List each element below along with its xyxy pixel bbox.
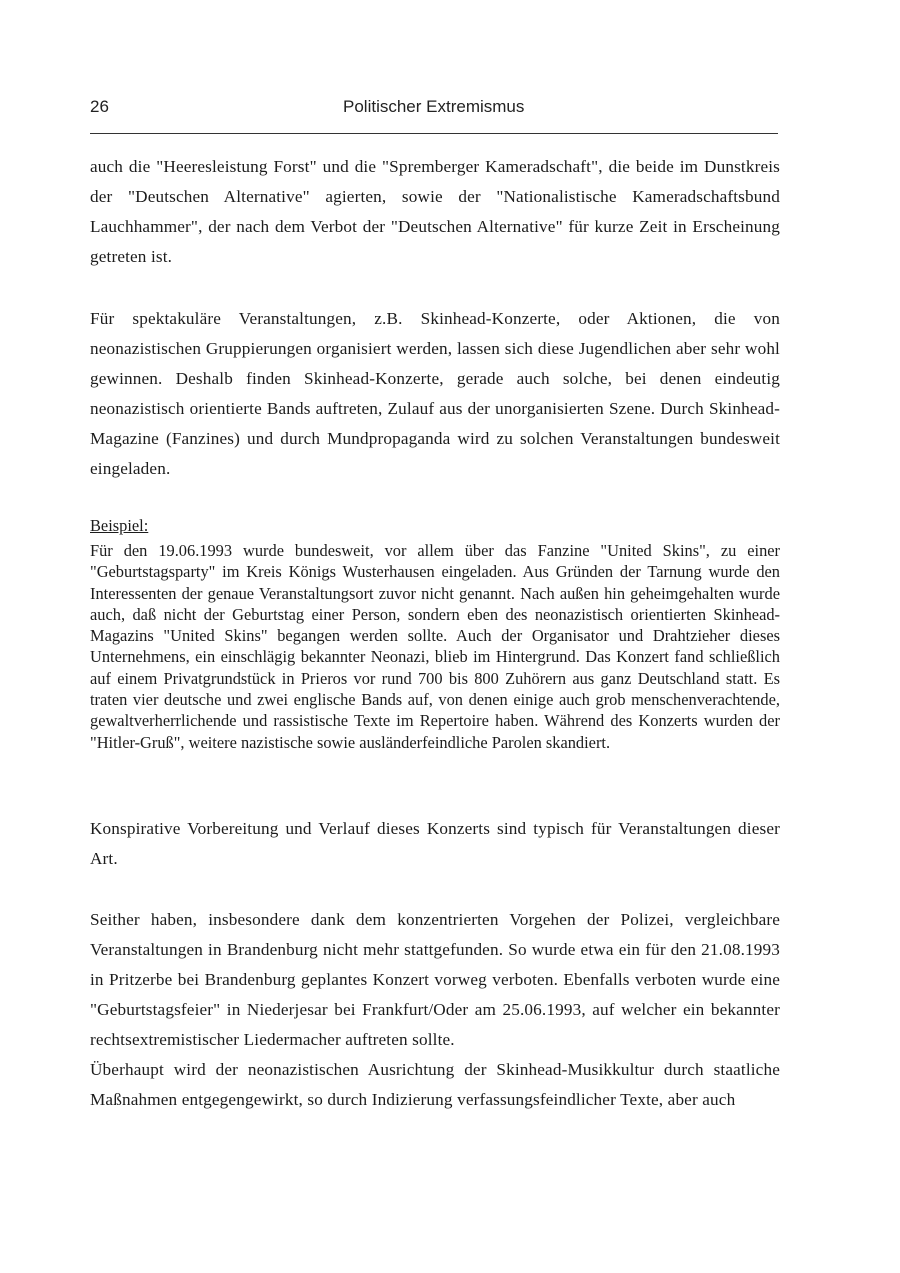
- page-header: [90, 97, 778, 123]
- paragraph-5: Seither haben, insbesondere dank dem konzentrierten Vorgehen der Polizei, vergleichbare Veranstaltungen in Brandenburg nicht mehr stattgefunden. So wurde etwa ein für den 21.08.1993 in Pritzerbe bei Brandenburg geplantes Konzert vorweg verboten. Ebenfalls verboten wurde eine "Geburtstagsfeier" in Niederjesar bei Frankfurt/Oder am 25.06.1993, auf welcher ein bekannter rechtsextremistischer Liedermacher auftreten sollte.: [90, 910, 780, 1049]
- paragraph-1: auch die "Heeresleistung Forst" und die "Spremberger Kameradschaft", die beide im Dunstkreis der "Deutschen Alternative" agierten, sowie der "Nationalistische Kameradschaftsbund Lauchhammer", der nach dem Verbot der "Deutschen Alternative" für kurze Zeit in Erscheinung getreten ist.: [90, 157, 780, 266]
- example-heading: Beispiel:: [90, 516, 149, 535]
- running-title: Politischer Extremismus: [343, 97, 525, 116]
- page-number: 26: [90, 97, 109, 116]
- paragraph-6: Überhaupt wird der neonazistischen Ausrichtung der Skinhead-Musikkultur durch staatliche Maßnahmen entgegengewirkt, so durch Indizierung verfassungsfeindlicher Texte, aber auch: [90, 1060, 780, 1109]
- example-text: Für den 19.06.1993 wurde bundesweit, vor allem über das Fanzine "United Skins", zu einer "Geburtstagsparty" im Kreis Königs Wusterhausen eingeladen. Aus Gründen der Tarnung wurde den Interessenten der genaue Veranstaltungsort zuvor nicht genannt. Nach außen hin geheimgehalten wurde auch, daß nicht der Geburtstag einer Person, sondern eben des neonazistisch orientierten Skinhead-Magazins "United Skins" begangen werden sollte. Auch der Organisator und Drahtzieher dieses Unternehmens, ein einschlägig bekannter Neonazi, blieb im Hintergrund. Das Konzert fand schließlich auf einem Privatgrundstück in Prieros vor rund 700 bis 800 Zuhörern aus ganz Deutschland statt. Es traten vier deutsche und zwei englische Bands auf, von denen einige auch grob menschenverachtende, gewaltverherrlichende und rassistische Texte im Repertoire haben. Während des Konzerts wurden der "Hitler-Gruß", weitere nazistische sowie ausländerfeindliche Parolen skandiert.: [90, 541, 780, 752]
- paragraph-2: Für spektakuläre Veranstaltungen, z.B. Skinhead-Konzerte, oder Aktionen, die von neonazistischen Gruppierungen organisiert werden, lassen sich diese Jugendlichen aber sehr wohl gewinnen. Deshalb finden Skinhead-Konzerte, gerade auch solche, bei denen eindeutig neonazistisch orientierte Bands auftreten, Zulauf aus der unorganisierten Szene. Durch Skinhead-Magazine (Fanzines) und durch Mundpropaganda wird zu solchen Veranstaltungen bundesweit eingeladen.: [90, 309, 780, 478]
- paragraph-4: Konspirative Vorbereitung und Verlauf dieses Konzerts sind typisch für Veranstaltungen dieser Art.: [90, 819, 780, 868]
- header-rule: [90, 133, 778, 134]
- paragraph-group-5: [90, 905, 780, 1115]
